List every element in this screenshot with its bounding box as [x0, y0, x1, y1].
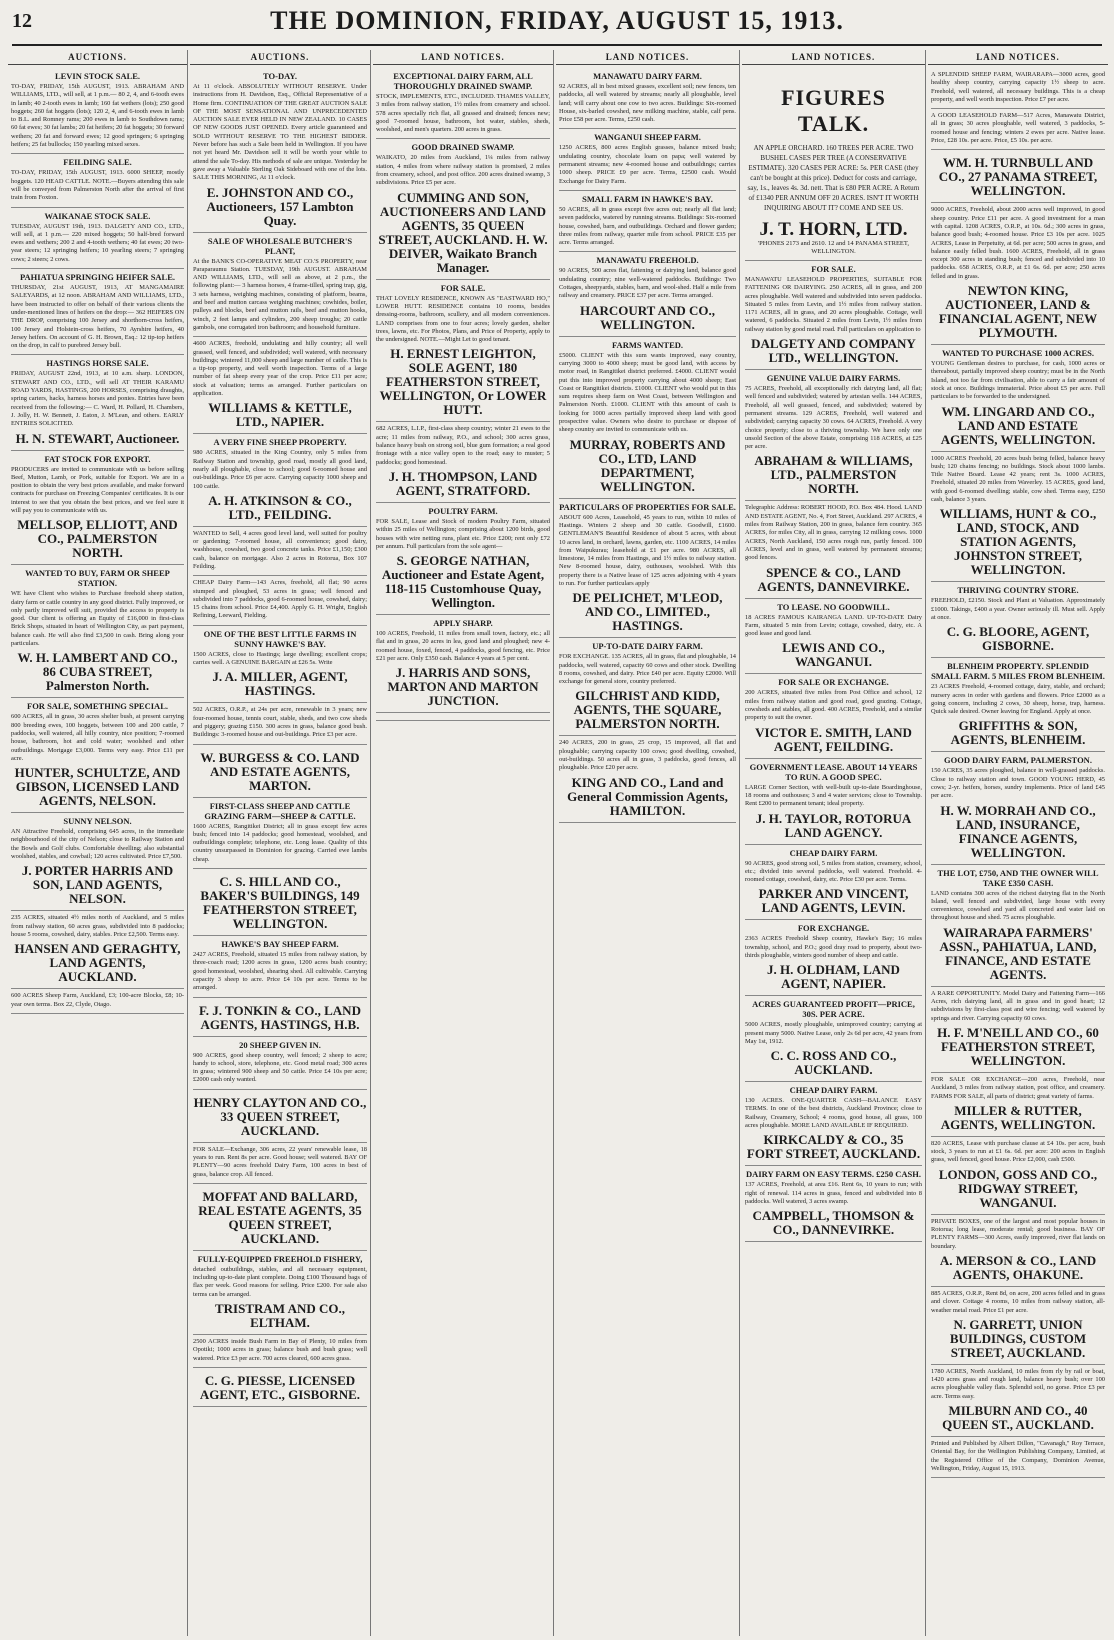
advertisement	[376, 615, 550, 713]
ad-body-text: WAIKATO, 20 miles from Auckland, 1¼ miles from railway station, 4 miles from where railway station is promised, 2 miles from creamery, school, and post office. 200 acres drained swamp, 3 subdivisions. Price £5 per acre.	[376, 154, 550, 187]
advertisement	[193, 1184, 367, 1251]
advertiser-name: H. F. M'NEILL AND CO., 60 FEATHERSTON STREET, WELLINGTON.	[937, 1024, 1099, 1068]
advertiser-name: J. H. OLDHAM, LAND AGENT, NAPIER.	[767, 962, 900, 992]
ad-headline: GOOD DRAINED SWAMP.	[411, 142, 515, 153]
ad-headline: THRIVING COUNTRY STORE.	[957, 585, 1079, 596]
advertisement	[193, 1368, 367, 1407]
ad-body-text: 235 ACRES, situated 4½ miles north of Auckland, and 5 miles from railway station, 60 acres grass, subdivided into 8 paddocks; house 5 rooms, cowshed, dairy, stables. Price £2,500. Terms easy.	[11, 914, 184, 938]
advertisement	[11, 813, 184, 911]
ad-body-text: TUESDAY, AUGUST 19th, 1913. DALGETY AND CO., LTD., will sell, at 1 p.m.— 220 mixed hoggets; 50 half-bred forward ewes and wethers; 200 2 and 4-tooth wethers; 40 fat ewes; 20 two-year steers; 12 springing heifers; 10 yearling steers; 7 springing cows; 2 steers; 2 cows.	[11, 222, 184, 263]
column-header: LAND NOTICES.	[556, 50, 739, 65]
advertiser-name: HARCOURT AND CO., WELLINGTON.	[579, 302, 716, 332]
ad-body-text: FOR SALE—Exchange, 306 acres, 22 years' renewable lease, 18 years to run. Rent 8s per acre. Good house; well watered. BAY OF PLENTY—90 acres freehold Dairy Farm, 100 acres in best of grass, balance crop. All fenced.	[193, 1145, 367, 1178]
ad-body-text: LAND contains 300 acres of the richest dairying flat in the North Island, well fenced and subdivided, large house with every convenience, cowshed and yard all concreted and water laid on throughout house and shed. 75 acres ploughable.	[931, 889, 1105, 922]
advertiser-name: A. MERSON & CO., LAND AGENTS, OHAKUNE.	[939, 1252, 1097, 1282]
advertiser-name: J. PORTER HARRIS AND SON, LAND AGENTS, NELSON.	[21, 863, 174, 907]
ad-body-text: 980 ACRES, situated in the King Country, only 5 miles from Railway Station and township, good road, mostly all good land, nearly all ploughable, close to school; good 6-roomed house and out-buildings. Price £6 per acre. Carrying capacity 1000 sheep and 100 cattle.	[193, 449, 367, 490]
advertiser-name: C. G. BLOORE, AGENT, GISBORNE.	[946, 624, 1090, 654]
advertisement	[931, 658, 1105, 752]
advertisement	[193, 233, 367, 338]
advertiser-name: MURRAY, ROBERTS AND CO., LTD, LAND DEPARTMENT, WELLINGTON.	[569, 436, 726, 494]
ad-body-text: FOR SALE OR EXCHANGE—200 acres, Freehold, near Auckland, 3 miles from railway station, post office, and creamery. FARMS FOR SALE, all parts of district; great variety of farms.	[931, 1075, 1105, 1100]
advertiser-name: DALGETY AND COMPANY LTD., WELLINGTON.	[751, 336, 916, 366]
column-3	[373, 50, 554, 1636]
advertiser-name: J. T. HORN, LTD.	[759, 219, 908, 240]
advertiser-name: MILBURN AND CO., 40 QUEEN ST., AUCKLAND.	[942, 1403, 1094, 1432]
advertiser-name: NEWTON KING, AUCTIONEER, LAND & FINANCIAL AGENT, NEW PLYMOUTH.	[938, 283, 1098, 341]
advertiser-name: WILLIAMS, HUNT & CO., LAND, STOCK, AND STATION AGENTS, JOHNSTON STREET, WELLINGTON.	[939, 506, 1097, 578]
column-1	[8, 50, 188, 1636]
advertisement	[559, 191, 736, 252]
advertisement	[193, 337, 367, 434]
ad-body-text: 23 ACRES Freehold, 4-roomed cottage, dairy, stable, and orchard; nursery acres in order with gardens and flowers. Price £2000 as a going concern, including 2 cows, 30 sheep, horse, trap, harness. Quick sale desired. Owner leaving for England. Apply at once.	[931, 683, 1105, 716]
advertiser-name: LEWIS AND CO., WANGANUI.	[782, 640, 885, 670]
advertisement	[559, 638, 736, 736]
advertiser-name: CUMMING AND SON, AUCTIONEERS AND LAND AGENTS, 35 QUEEN STREET, AUCKLAND. H. W. DEIVER, Waikato Branch Manager.	[378, 189, 548, 275]
advertisement	[931, 1287, 1105, 1365]
ad-headline: TO-DAY.	[263, 71, 297, 81]
ad-headline: FOR SALE.	[440, 282, 486, 293]
advertiser-name: J. H. TAYLOR, ROTORUA LAND AGENCY.	[755, 810, 912, 840]
advertisement	[559, 68, 736, 129]
ad-headline: APPLY SHARP.	[433, 618, 493, 629]
advertisement	[931, 1073, 1105, 1137]
advertiser-name: H. W. MORRAH AND CO., LAND, INSURANCE, FINANCE AGENTS, WELLINGTON.	[940, 802, 1096, 860]
advertisement	[931, 68, 1105, 109]
advertisement	[11, 154, 184, 207]
ad-headline: POULTRY FARM.	[428, 505, 498, 516]
advertisement	[376, 280, 550, 423]
advertiser-name: WM. LINGARD AND CO., LAND AND ESTATE AGENTS, WELLINGTON.	[940, 403, 1096, 447]
advertisement	[931, 345, 1105, 451]
ad-body-text: TO-DAY, FRIDAY, 15th AUGUST, 1913. ABRAHAM AND WILLIAMS, LTD., will sell, at 1 p.m.— 80 2, 4, and 6-tooth ewes in lamb; 40 2-tooth ewes in lamb; 160 fat wethers (lots); 250 good hoggets; 260 fat hoggets (lots); 120 2, 4, and 6-tooth ewes in lamb to B.L. and Romney rams; 200 ewes in lamb to Southdown rams; 60 fat ewes; 30 fat lambs; 20 fat heifers; 20 fat hoggets; 30 forward wethers; 20 fat and forward ewes; 12 good springers; 6 springing heifers; 25 fat bullocks; 150 yearling mixed sexes.	[11, 83, 184, 149]
advertiser-name: GILCHRIST AND KIDD, AGENTS, THE SQUARE, PALMERSTON NORTH.	[573, 688, 722, 732]
advertisement	[11, 208, 184, 269]
page-number: 12	[12, 10, 32, 32]
advertisement	[745, 501, 922, 598]
ad-body-text: 1780 ACRES, North Auckland, 10 miles from rly by rail or boat, 1420 acres grass and rough land, balance heavy bush; over 100 acres ploughable valley flats. Splendid soil, no gorse. Price £3 per acre. Terms easy.	[931, 1367, 1105, 1400]
advertisement	[559, 252, 736, 336]
advertisement	[559, 499, 736, 639]
masthead-rule	[12, 44, 1102, 46]
ad-body-text: ABOUT 600 Acres, Leasehold, 45 years to run, within 10 miles of Hastings. Winters 2 sheep and 30 cattle. Goodwill, £1600. GENTLEMAN'S Beautiful Residence of about 5 acres, with about 10 acres land, in orchard, lawns, garden, etc. 1100 ACRES, 14 miles from Waipukurau; leasehold at £1 per acre. 980 ACRES, all limestone, 14 miles from Hastings, and 1½ miles to railway station. New 8-roomed house, dairy, outhouses, woolshed. With this property there is a Native lease of 125 acres adjoining with 4 years to run. For further particulars apply	[559, 513, 736, 587]
advertisement	[193, 745, 367, 798]
advertiser-name: HANSEN AND GERAGHTY, LAND AGENTS, AUCKLAND.	[14, 941, 181, 985]
advertisement	[931, 1437, 1105, 1478]
feature-copy: AN APPLE ORCHARD. 160 TREES PER ACRE. TWO BUSHEL CASES PER TREE (A CONSERVATIVE ESTIMATE). 320 CASES PER ACRE: 5s. PER CASE (they can't be bought at this price). Deduct for costs and carriage, say, 1s., leaves 4s. 3d. nett. That is £80 PER ACRE. A Return of £1340 PER ANNUM OFF 20 ACRES. ISN'T IT WORTH INQUIRING ABOUT IT? COME AND SEE US.	[747, 144, 920, 212]
ad-body-text: WANTED to Sell, 4 acres good level land, well suited for poultry or gardening; 7-roomed house, all convenience; good dairy, washhouse, cowshed, two good concrete tanks. Price £1,150; £300 cash, balance on mortgage. Also 2 acres in Rotorua, Box 107 Feilding.	[193, 529, 367, 570]
ad-headline: MANAWATU DAIRY FARM.	[593, 71, 702, 81]
column-5	[742, 50, 926, 1636]
advertiser-name: S. GEORGE NATHAN, Auctioneer and Estate Agent, 118-115 Customhouse Quay, Wellington.	[381, 553, 545, 611]
ad-body-text: A SPLENDID SHEEP FARM, WAIRARAPA—3000 acres, good healthy sheep country, carrying capacity 1½ sheep to acre. Freehold, well watered, all necessary buildings. This is a cheap property, and well worth inspection. Price £7 per acre.	[931, 71, 1105, 103]
ad-body-text: 90 ACRES, 500 acres flat, fattening or dairying land, balance good undulating country; nine well-watered paddocks. Buildings: Two Cottages, sheepyards, stables, barn, and wool-shed. Half a mile from railway and creamery. PRICE £37 per acre. Terms arranged.	[559, 267, 736, 300]
ad-headline: GOVERNMENT LEASE. ABOUT 14 YEARS TO RUN. A GOOD SPEC.	[749, 761, 918, 782]
ad-body-text: PRIVATE BOXES, one of the largest and most popular houses in Rotorua; long lease, moderate rental; good business. BAY OF PLENTY FARMS—300 Acres, easily improved, river flat lands on boundary.	[931, 1217, 1105, 1250]
ad-headline: FARMS WANTED.	[612, 339, 683, 350]
ad-body-text: 1250 ACRES, 800 acres English grasses, balance mixed bush; undulating country, chocolate loam on papa; well watered by permanent streams; new 4-roomed house and outbuildings; carries 1000 sheep. PRICE £9 per acre. Terms, £2500 cash. Would Exchange for Dairy Farm.	[559, 144, 736, 185]
ad-headline: WAIKANAE STOCK SALE.	[44, 210, 151, 221]
advertiser-name: DE PELICHET, M'LEOD, AND CO., LIMITED., HASTINGS.	[572, 590, 723, 634]
ad-body-text: LARGE Corner Section, with well-built up-to-date Boardinghouse, 18 rooms and outhouses; 3 and 4 water services; close to Township. Rent £200 to permanent tenant; ideal property.	[745, 783, 922, 808]
ad-headline: A VERY FINE SHEEP PROPERTY.	[213, 437, 347, 448]
advertiser-name: HENRY CLAYTON AND CO., 33 QUEEN STREET, AUCKLAND.	[193, 1094, 367, 1138]
advertiser-name: MOFFAT AND BALLARD, REAL ESTATE AGENTS, 35 QUEEN STREET, AUCKLAND.	[198, 1188, 362, 1246]
advertisement	[193, 527, 367, 576]
advertisement	[931, 865, 1105, 987]
advertisement	[745, 1166, 922, 1242]
advertiser-name: VICTOR E. SMITH, LAND AGENT, FEILDING.	[755, 724, 912, 754]
ad-body-text: 50 ACRES, all in grass except five acres out; nearly all flat land; seven paddocks, watered by running streams. Buildings: Six-roomed house, cowshed, barn, and outbuildings. Orchard and flower garden; three miles from railway, quarter mile from school. PRICE £35 per acre. Terms arranged.	[559, 205, 736, 247]
ad-body-text: 90 ACRES, good strong soil, 5 miles from station, creamery, school, etc.; divided into several paddocks, well watered. Freehold. 4-roomed cottage, cowshed, dairy, etc. Price £30 per acre. Terms.	[745, 859, 922, 884]
ad-body-text: 2363 ACRES Freehold Sheep country, Hawke's Bay; 16 miles township, school, and P.O.; good dray road to property, about two-thirds ploughable, winters good number of sheep and cattle.	[745, 935, 922, 959]
advertisement	[193, 1335, 367, 1368]
advertisement	[931, 150, 1105, 203]
ad-body-text: 2500 ACRES inside Bush Farm in Bay of Plenty, 10 miles from Opotiki; 1000 acres in grass; balance bush and bush grass; well watered. Price £3 per acre. 700 acres cleared, 600 acres grass.	[193, 1338, 367, 1362]
ad-headline: LEVIN STOCK SALE.	[54, 71, 141, 81]
ad-headline: PAHIATUA SPRINGING HEIFER SALE.	[19, 272, 176, 283]
advertisement	[559, 129, 736, 190]
advertisement	[11, 355, 184, 450]
ad-body-text: AN Attractive Freehold, comprising 645 acres, in the immediate neighbourhood of the city of Nelson; close to Railway Station and the Bowls and Golf clubs. Comfortable dwelling; also substantial woolshed, stables, and cowbail; 120 acres cultivated. Price £7,500.	[11, 828, 184, 861]
advertisement	[193, 1090, 367, 1143]
advertisement	[376, 139, 550, 279]
ad-body-text: A RARE OPPORTUNITY. Model Dairy and Fattening Farm—166 Acres, rich dairying land, all in grass and in good heart; 12 subdivisions by first-class post and wire fencing; well watered by springs and river. Carrying capacity 60 cows.	[931, 989, 1105, 1022]
ad-headline: CHEAP DAIRY FARM.	[789, 847, 878, 858]
advertiser-name: J. HARRIS AND SONS, MARTON AND MARTON JUNCTION.	[387, 665, 539, 709]
ad-headline: WANGANUI SHEEP FARM.	[594, 132, 701, 143]
ad-body-text: 18 ACRES FAMOUS KAIRANGA LAND. UP-TO-DATE Dairy Farm, situated 5 min from Levin; cottage, cowshed, dairy, etc. A good lease and good land.	[745, 613, 922, 638]
advertiser-name: F. J. TONKIN & CO., LAND AGENTS, HASTINGS, H.B.	[199, 1002, 361, 1032]
ad-body-text: A GOOD LEASEHOLD FARM—517 Acres, Manawatu District, all in grass; 30 acres ploughable, well watered, 3 paddocks, 5-roomed house and fencing; winters 2 ewes per acre. Native lease. Price, £28 10s. per acre. Price, £5 10s. per acre.	[931, 112, 1105, 145]
ad-body-text: 130 ACRES. ONE-QUARTER CASH—BALANCE EASY TERMS. In one of the best districts, Auckland Province; close to Railway, Creamery, School; 4 rooms, good house, all grass, 100 acres ploughable. MORE LAND AVAILABLE IF REQUIRED.	[745, 1097, 922, 1130]
ad-body-text: THURSDAY, 21st AUGUST, 1913, AT MANGAMAIRE SALEYARDS, at 12 noon. ABRAHAM AND WILLIAMS, LTD., have been instructed to offer on behalf of their various clients the under-mentioned lines of heifers on the drop:— 362 HEIFERS ON THE DROP, comprising 100 Jersey and shorthorn-cross heifers, 100 Jersey and Holstein-cross heifers, 70 Ayrshire heifers, 40 Jersey heifers. On account of G. H. Brown, Esq.: 12 tip-top heifers on the drop, in calf to purebred Jersey bull.	[11, 284, 184, 350]
column-header: AUCTIONS.	[190, 50, 370, 65]
ad-body-text: 240 ACRES, 200 in grass, 25 crop, 15 improved, all flat and ploughable; carrying capacity 100 cows; good dwelling, cowshed, out-buildings. 50 acres all in grass, 3 paddocks, good fences, all ploughable. Price £20 per acre.	[559, 739, 736, 772]
advertisement	[193, 936, 367, 997]
advertisement	[11, 68, 184, 154]
ad-headline: WANTED TO BUY, FARM OR SHEEP STATION.	[25, 568, 170, 589]
advertisement	[193, 576, 367, 625]
ad-body-text: TO-DAY, FRIDAY, 15th AUGUST, 1913. 6000 SHEEP, mostly hoggets. 120 HEAD CATTLE. NOTE.—Buyers attending this sale will be conveyed from Palmerston North after the arrival of first train from Foxton.	[11, 169, 184, 202]
advertisement	[745, 845, 922, 921]
ad-headline: THE LOT, £750, AND THE OWNER WILL TAKE £350 CASH.	[937, 867, 1099, 888]
ad-headline: UP-TO-DATE DAIRY FARM.	[592, 641, 703, 652]
ad-body-text: 75 ACRES, Freehold, all exceptionally rich dairying land, all flat; well fenced and subdivided; watered by artesian wells. 144 ACRES, Freehold, all well grassed, fenced, and subdivided; watered by permanent streams. 129 ACRES, Freehold, well watered and subdivided; carrying capacity 30 cows. 64 ACRES, Freehold. A very choice property; close to a thriving township. We have only one unsold Section of the above Estate, comprising 118 ACRES, at £25 per acre.	[745, 385, 922, 451]
ad-headline: CHEAP DAIRY FARM.	[789, 1085, 878, 1096]
ad-headline: FIRST-CLASS SHEEP AND CATTLE GRAZING FARM—SHEEP & CATTLE.	[204, 800, 356, 821]
ad-headline: EXCEPTIONAL DAIRY FARM, ALL THOROUGHLY DRAINED SWAMP.	[393, 71, 533, 91]
advertisement	[376, 713, 550, 721]
ad-body-text: 9000 ACRES, Freehold, about 2000 acres well improved, in good sheep country. Price £11 per acre. A good investment for a man with capital. 1208 ACRES, O.R.P., at 10s. 6d.; 300 acres in grass, balance good bush; 4-roomed house. Price £3 10s per acre. 1025 ACRES, Lease in Perpetuity, at 6d. per acre; 500 acres in grass, and balance easily felled bush. 1600 ACRES, Freehold, all in grass except 300 acres in standing bush; fenced and subdivided into 10 paddocks. 658 ACRES, O.R.P., at £1 6s. 6d. per acre; 250 acres felled and in grass.	[931, 206, 1105, 280]
ad-headline: PARTICULARS OF PROPERTIES FOR SALE.	[559, 501, 736, 512]
ad-body-text: 100 ACRES, Freehold, 11 miles from small town, factory, etc.; all flat and in grass, 20 acres in lea, good land and ploughed; new 4-roomed house, foxed, fenced, 4 paddocks, good fencing, etc. Price £21 per acre. Only £350 cash. Balance 4 years at 5 per cent.	[376, 630, 550, 663]
ad-headline: HASTINGS HORSE SALE.	[46, 358, 149, 369]
advertiser-name: WM. H. TURNBULL AND CO., 27 PANAMA STREET, WELLINGTON.	[938, 155, 1098, 199]
advertisement	[931, 203, 1105, 345]
advertisement	[931, 109, 1105, 150]
advertiser-name: KIRKCALDY & CO., 35 FORT STREET, AUCKLAND.	[746, 1132, 921, 1162]
ad-headline: SALE OF WHOLESALE BUTCHER'S PLANT,	[207, 235, 353, 256]
ad-headline: ACRES GUARANTEED PROFIT—PRICE, 30S. PER ACRE.	[752, 999, 915, 1020]
advertisement	[931, 1365, 1105, 1437]
ad-headline: FOR SALE, SOMETHING SPECIAL.	[27, 701, 168, 712]
advertisement	[193, 626, 367, 704]
advertiser-name: W. BURGESS & CO. LAND AND ESTATE AGENTS, MARTON.	[200, 749, 360, 793]
advertisement	[376, 68, 550, 139]
advertiser-name: LONDON, GOSS AND CO., RIDGWAY STREET, WANGANUI.	[938, 1166, 1098, 1210]
advertiser-name: KING AND CO., Land and General Commission Agents, HAMILTON.	[567, 774, 728, 818]
ad-body-text: YOUNG Gentleman desires to purchase, for cash, 1000 acres or thereabout, partially improved sheep country; must be in the North Island, not too far from civilisation, able to carry a fair amount of stock at once. Buildings immaterial. Price about £5 per acre. Full particulars to be forwarded to the undersigned.	[931, 360, 1105, 401]
advertiser-name: WAIRARAPA FARMERS' ASSN., PAHIATUA, LAND, FINANCE, AND ESTATE AGENTS.	[939, 924, 1097, 982]
ad-body-text: 200 ACRES, situated five miles from Post Office and school, 12 miles from railway station and good road, good grazing. Cottage, cowsheds and stables, all good. 400 ACRES, Freehold, and a similar property to suit the owner.	[745, 689, 922, 722]
advertisement	[745, 599, 922, 675]
advertiser-name: J. A. MILLER, AGENT, HASTINGS.	[212, 669, 348, 699]
advertisement	[376, 422, 550, 502]
ad-headline: DAIRY FARM ON EASY TERMS. £250 CASH.	[746, 1169, 921, 1180]
advertisement	[745, 674, 922, 758]
ad-body-text: £5000. CLIENT with this sum wants improved, easy country, carrying 3000 to 4000 sheep; must be good land, with access by motor road, in Rangitikei district preferred. £4000. CLIENT would put this into improved property carrying about 4000 sheep; East Coast or Rangitikei districts. £1000. CLIENT who would put in this sum requires sheep farm on West Coast, between Wellington and Palmerston North. £1000. CLIENT with this amount of cash is looking for 1000 acres partially improved sheep land with good prospective value. Owners who desire to purchase or dispose of sheep country are invited to communicate with us.	[559, 351, 736, 434]
ad-body-text: 150 ACRES, 35 acres ploughed, balance in well-grassed paddocks. Close to railway station and town. GOOD YOUNG HERD, 45 cows; 2-yr. heifers, horses, sundry implements. Price of land £45 per acre.	[931, 767, 1105, 800]
ad-body-text: THAT LOVELY RESIDENCE, KNOWN AS "EASTWARD HO," LOWER HUTT. RESIDENCE contains 10 rooms, besides dressing-rooms, bathroom, scullery, and all modern conveniences. LAND comprises from one to four acres; lovely garden, shelter trees, lawns, etc. For Photos, Plans, and Price of Property, apply to the undersigned. NOTE.—Might Let to good tenant.	[376, 294, 550, 344]
ad-headline: GENUINE VALUE DAIRY FARMS.	[766, 373, 901, 384]
ad-body-text: 1600 ACRES, Rangitikei District; all in grass except few acres bush; fenced into 14 paddocks; good homestead, woolshed, and outbuildings complete; telephone, etc. Long lease. Quality of this country unsurpassed in Dominion for grazing. Carried ewe lambs cheap.	[193, 822, 367, 863]
advertisement	[193, 1251, 367, 1335]
ad-headline: WANTED TO PURCHASE 1000 ACRES.	[941, 348, 1094, 359]
masthead	[12, 4, 1102, 48]
advertisement	[193, 798, 367, 869]
ad-headline: FOR EXCHANGE.	[797, 923, 870, 934]
ad-headline: FULLY-EQUIPPED FREEHOLD FISHERY,	[197, 1253, 363, 1264]
advertisement	[559, 337, 736, 499]
advertisement	[193, 869, 367, 936]
ad-body-text: 1000 ACRES Freehold, 20 acres bush being felled, balance heavy bush; 120 chains fencing; no buildings. Stock about 1000 lambs. Title Native Board. Lease 42 years; rent 3s. 1000 ACRES, Freehold, situated 20 miles from Waverley. 15 ACRES, good land, with good 6-roomed dwelling; stable, cow shed. Terms easy, £250 cash, balance 3 years.	[931, 454, 1105, 504]
ad-body-text: FOR EXCHANGE. 135 ACRES, all in grass, flat and ploughable, 14 paddocks, well watered, capacity 60 cows and other stock. Dwelling 8 rooms, cowshed, and dairy. Price £40 per acre. Equity £2000. Will exchange for general store, country preferred.	[559, 653, 736, 686]
ad-body-text: PRODUCERS are invited to communicate with us before selling Beef, Mutton, Lamb, or Pork, suitable for Export. We are in a position to obtain the very best prices available, and make forward contracts for purchase on Freezing Companies' certificates. It is our interest to see that you obtain the best prices, and we feel sure it will pay you to communicate with us.	[11, 465, 184, 514]
advertisement	[11, 989, 184, 1014]
advertiser-name: TRISTRAM AND CO., ELTHAM.	[214, 1301, 345, 1331]
advertiser-name: W. H. LAMBERT AND CO., 86 CUBA STREET, Palmerston North.	[17, 650, 178, 694]
advertisement	[193, 1143, 367, 1184]
ad-body-text: 682 ACRES, L.I.P., first-class sheep country; winter 21 ewes to the acre; 11 miles from railway, P.O., and school; 300 acres grass, balance heavy bush on strong soil, blue gum formation; a real good frontage with a nice valley open to the road; easy to muster; 5 paddocks; good homestead.	[376, 425, 550, 466]
advertiser-name: MELLSOP, ELLIOTT, AND CO., PALMERSTON NORTH.	[17, 517, 178, 561]
column-2	[190, 50, 371, 1636]
advertiser-name: MILLER & RUTTER, AGENTS, WELLINGTON.	[940, 1102, 1096, 1132]
ad-headline: FEILDING SALE.	[63, 157, 132, 168]
advertisement	[745, 920, 922, 996]
ad-headline: FOR SALE OR EXCHANGE.	[778, 677, 889, 688]
advertisement	[376, 503, 550, 615]
ad-body-text: 820 ACRES, Lease with purchase clause at £4 10s. per acre, bush stock, 3 years to run at £1 6s. 6d. per acre: 200 acres in English grass, well fenced, good house. Price £2,000, cash £500.	[931, 1139, 1105, 1164]
ad-headline: BLENHEIM PROPERTY. SPLENDID SMALL FARM. 5 MILES FROM BLENHEIM.	[931, 661, 1105, 682]
advertisement	[745, 996, 922, 1082]
advertisement	[559, 736, 736, 822]
ad-body-text: 92 ACRES, all in best mixed grasses, excellent soil; new fences, ten paddocks, all well watered by streams; nearly all ploughable, level land; will carry about one cow to two acres. Buildings: Six-roomed House, six-barled cowshed, new milking machine, stable, calf pens. Price £58 per acre. Terms, £250 cash.	[559, 83, 736, 124]
column-header: LAND NOTICES.	[928, 50, 1108, 65]
ad-headline: FAT STOCK FOR EXPORT.	[44, 453, 151, 464]
ad-body-text: 502 ACRES, O.R.P., at 24s per acre, renewable in 3 years; new four-roomed house, tennis court, stable, sheds, and two cow sheds and piggery; grazing £150. 300 acres in grass, balance good bush. Buildings: 3-roomed house and out-buildings. Price £3 per acre.	[193, 706, 367, 739]
advertiser-name: SPENCE & CO., LAND AGENTS, DANNEVIRKE.	[757, 564, 910, 594]
advertiser-name: H. N. STEWART, Auctioneer.	[15, 430, 180, 446]
ad-body-text: MANAWATU LEASEHOLD PROPERTIES, SUITABLE FOR FATTENING OR DAIRYING. 250 ACRES, all in grass, and 200 acres ploughable. Well watered and subdivided into seven paddocks. Situated 5 miles from Levin, and 1½ miles from railway station. 1171 ACRES, all in grass, and 20 acres ploughable. Cottage, well watered, 6 paddocks. Situated 2 miles from Levin, 1½ miles from railway station by good metal road. Full particulars on application to	[745, 276, 922, 333]
advertiser-name: PARKER AND VINCENT, LAND AGENTS, LEVIN.	[758, 886, 909, 916]
ad-headline: ONE OF THE BEST LITTLE FARMS IN SUNNY HAWKE'S BAY.	[203, 628, 357, 649]
ad-headline: SMALL FARM IN HAWKE'S BAY.	[582, 193, 713, 204]
advertiser-name: H. ERNEST LEIGHTON, SOLE AGENT, 180 FEATHERSTON STREET, WELLINGTON, Or LOWER HUTT.	[379, 346, 547, 418]
ad-body-text: 2427 ACRES, Freehold, situated 15 miles from railway station, by three-coach road; 1200 acres in grass, 1200 acres bush country; good homestead, woolshed, shearing shed. All cultivable. Carrying capacity 3 sheep to acre. Price £4 10s per acre. Terms to be arranged.	[193, 951, 367, 992]
ad-body-text: detached outbuildings, stables, and all necessary equipment, including up-to-date plant complete. Doing £100 Thousand bags of flax per week. Good reasons for selling. Price £200. For sale also terms can be arranged.	[193, 1265, 367, 1298]
ad-body-text: WE have Client who wishes to Purchase freehold sheep station, dairy farm or cattle country in any good district. Fully improved, or only partly improved will suit, provided the access to property is good. Our client is offering an Equity of £16,000 in first-class Brick Shops, situated in heart of Wellington City, as part payment, balance cash. He will also find £3,500 in cash. Bring along your particulars.	[11, 590, 184, 648]
ad-body-text: 1500 ACRES, close to Hastings; large dwelling; excellent crops; carries well. A GENUINE BARGAIN at £26 5s. Write	[193, 650, 367, 667]
advertiser-name: A. H. ATKINSON & CO., LTD., FEILDING.	[208, 492, 352, 522]
ad-headline: 20 SHEEP GIVEN IN.	[239, 1039, 321, 1050]
feature-headline: FIGURES TALK.	[781, 85, 886, 136]
advertisement	[745, 261, 922, 370]
ad-body-text: 600 ACRES, all in grass, 30 acres shelter bush, at present carrying 800 breeding ewes, 100 hoggets, between 100 and 200 cattle, 7 paddocks, well watered, all hilly country, nice position; 7-roomed house, bathroom, hot and cold water; woolshed and other outbuildings. Mortgage £3,000. Terms very easy. Price £11 per acre.	[11, 713, 184, 762]
advertiser-name: C. C. ROSS AND CO., AUCKLAND.	[770, 1048, 897, 1078]
column-header: LAND NOTICES.	[373, 50, 553, 65]
advertisement	[931, 452, 1105, 583]
ad-body-text: FRIDAY, AUGUST 22nd, 1913, at 10 a.m. sharp. LONDON, STEWART AND CO., LTD., will sell AT THEIR KARAMU ROAD YARDS, HASTINGS, 200 HORSES, comprising draughts, spring carters, hacks, harness horses and ponies. Entries have been received from the following:— C. Ward, H. Pollard, H. Chambers, J. Jolly, H. W. Bennett, J. Eaton, J. M'Lean, and others. EARLY ENTRIES SOLICITED.	[11, 370, 184, 428]
advertisement	[931, 752, 1105, 864]
advertisement	[193, 68, 367, 233]
column-6	[928, 50, 1108, 1636]
advertisement	[11, 565, 184, 698]
advertiser-name: C. S. HILL AND CO., BAKER'S BUILDINGS, 149 FEATHERSTON STREET, WELLINGTON.	[200, 874, 360, 932]
advertisement	[193, 703, 367, 744]
advertiser-name: WILLIAMS & KETTLE, LTD., NAPIER.	[208, 400, 352, 430]
ad-body-text: At the BANK'S CO-OPERATIVE MEAT CO.'S PROPERTY, near Paraparaumu Station. TUESDAY, 19th AUGUST. ABRAHAM AND WILLIAMS, LTD., will sell as above, at 2 p.m., the following plant:— 3 harness horses, 4 frame-tilled, spring trap, gig, 3 sets harness, weighing machines, consisting of platform, beams, and beef and mutton carcass weighing machines; cowhides, boiler, pulleys and blocks, beef and mutton rails, beef and mutton hooks, winch, 2 feet lamps and cylinders, 200 sheep troughs; 20 cattle gambols, one corrugated iron bathroom; and household furniture.	[193, 257, 367, 331]
advertiser-name: CAMPBELL, THOMSON & CO., DANNEVIRKE.	[752, 1208, 915, 1238]
ad-body-text: 600 ACRES Sheep Farm, Auckland, £3; 100-acre Blocks, £8; 10-year own terms. Box 22, Clyde, Otago.	[11, 992, 184, 1008]
ad-headline: GOOD DAIRY FARM, PALMERSTON.	[944, 755, 1092, 766]
advertisement	[931, 1215, 1105, 1287]
advertiser-name: N. GARRETT, UNION BUILDINGS, CUSTOM STREET, AUCKLAND.	[949, 1316, 1087, 1360]
ad-headline: TO LEASE. NO GOODWILL.	[777, 601, 890, 612]
advertiser-name: J. H. THOMPSON, LAND AGENT, STRATFORD.	[388, 468, 538, 498]
advertiser-name: HUNTER, SCHULTZE, AND GIBSON, LICENSED LAND AGENTS, NELSON.	[14, 765, 181, 809]
ad-body-text: At 11 o'clock. ABSOLUTELY WITHOUT RESERVE. Under instructions from H. Davidson, Esq., Official Representative of a Home firm. CONTINUATION OF THE GREAT AUCTION SALE OF THE MOST SENSATIONAL AND UNPRECEDENTED AUCTION SALE EVER HELD IN NEW ZEALAND. 10 CASES OF NEW GOODS JUST OPENED. Every article guaranteed and SOLD WITHOUT RESERVE TO THE HIGHEST BIDDER. Never before has such a Sale been held in Wellington. If you have not yet heard Mr. Davidson sell it will be worth your while to attend the sale To-day. His methods of sale are unique. Yesterday he gave away a Valuable Sterling Oak Sideboard with one of the lots. SALE THIS MORNING, At 11 o'clock.	[193, 83, 367, 182]
ad-body-text: CHEAP Dairy Farm—143 Acres, freehold, all flat; 90 acres stumped and ploughed, 53 acres in grass; well fenced and subdivided into 7 paddocks, good 6-roomed house, cowshed, dairy; 15 chains from school. Price £4,400. Apply G. H. Wright, English Refining, Leeward, Fielding.	[193, 579, 367, 620]
advertisement	[11, 269, 184, 355]
advertisement	[193, 998, 367, 1037]
column-header: AUCTIONS.	[8, 50, 187, 65]
advertisement	[745, 68, 922, 261]
advertiser-name: E. JOHNSTON AND CO., Auctioneers, 157 Lambton Quay.	[206, 184, 354, 228]
advertisement	[931, 987, 1105, 1073]
ad-body-text: Telegraphic Address: ROBERT HOOD, P.O. Box 484. Hood. LAND AND ESTATE AGENT, No. 4, Fort Street, Auckland. 297 ACRES, 4 miles from Railway Station, 200 in grass, balance fern country. 365 ACRES, for miles City, all in grass, carrying 12 milking cows. 1000 ACRES, North Auckland, 150 acres rough run, partly fenced. 100 ACRES, level and in grass, well watered by permanent streams; good fences.	[745, 504, 922, 562]
ad-body-text: 885 ACRES, O.R.P., Rent 8d, on acre, 200 acres felled and in grass and clover. Cottage 4 rooms, 10 miles from railway station, all-weather metal road. Price £1 per acre.	[931, 1289, 1105, 1314]
advertisement	[11, 698, 184, 813]
ad-headline: MANAWATU FREEHOLD.	[596, 255, 699, 266]
advertisement	[745, 1082, 922, 1166]
advertiser-address: 'PHONES 2173 and 2610. 12 and 14 PANAMA STREET, WELLINGTON.	[757, 240, 910, 255]
advertisement	[11, 911, 184, 989]
ad-body-text: FREEHOLD, £2150. Stock and Plant at Valuation. Approximately £1000. Takings, £400 a year. Owner seriously ill. Must sell. Apply at once.	[931, 597, 1105, 621]
ad-body-text: FOR SALE, Lease and Stock of modern Poultry Farm, situated within 25 miles of Wellington; comprising about 1200 birds, good houses with wire netting runs, plant etc. Price £200; rent only £72 per annum. Full particulars from the sole agent—	[376, 517, 550, 550]
ad-body-text: STOCK, IMPLEMENTS, ETC., INCLUDED. THAMES VALLEY, 3 miles from railway station, 1½ miles from creamery and school. 578 acres specially rich flat, all grassed and drained; fences new; good 7-roomed house, bathroom, hot water, stables, sheds, woolshed, and men's quarters. 200 acres in grass.	[376, 93, 550, 134]
ad-body-text: 900 ACRES, good sheep country, well fenced; 2 sheep to acre; handy to school, store, telephone, etc. Good metal road; 300 acres in grass; wintered 900 sheep and 50 cattle. Price £4 10s per acre; £2000 cash only wanted.	[193, 1051, 367, 1084]
advertisement	[193, 434, 367, 526]
ad-headline: SUNNY NELSON.	[63, 816, 132, 827]
column-4	[556, 50, 740, 1636]
ad-body-text: 4600 ACRES, freehold, undulating and hilly country; all well grassed, well fenced, and subdivided; well watered, with necessary buildings; wintered 11,000 sheep and large number of cattle. This is a tip-top property, and well worth inspection. Terms of a large number of fat sheep every year of the crop. Price £11 per acre; stock at valuation; terms as arranged. Further particulars on application.	[193, 340, 367, 398]
advertisement	[745, 370, 922, 501]
ad-headline: HAWKE'S BAY SHEEP FARM.	[221, 939, 339, 950]
newspaper-title: THE DOMINION, FRIDAY, AUGUST 15, 1913.	[270, 6, 844, 35]
advertisement	[745, 759, 922, 845]
ad-body-text: 5000 ACRES, mostly ploughable, unimproved country; carrying at present many 5000. Native Lease, only 2s 6d per acre, 42 years from May 1st, 1912.	[745, 1021, 922, 1045]
advertiser-name: GRIFFITHS & SON, AGENTS, BLENHEIM.	[950, 718, 1086, 748]
advertisement	[931, 582, 1105, 658]
ad-body-text: Printed and Published by Albert Dillon, "Cavanagh," Roy Terrace, Oriental Bay, for the Wellington Publishing Company, Limited, at the Registered Office of the Company, Dominion Avenue, Wellington, Friday, August 15, 1913.	[931, 1440, 1105, 1472]
advertiser-name: ABRAHAM & WILLIAMS, LTD., PALMERSTON NORTH.	[754, 453, 913, 497]
ad-headline: FOR SALE.	[811, 264, 856, 274]
advertisement	[11, 451, 184, 566]
advertiser-name: C. G. PIESSE, LICENSED AGENT, ETC., GISBORNE.	[199, 1372, 361, 1402]
ad-body-text: 137 ACRES, Freehold, at area £16. Rent 6s, 10 years to run; with right of renewal. 114 acres in grass, fenced and subdivided into 8 paddocks. Well watered, 3 acres swamp.	[745, 1181, 922, 1205]
advertisement	[931, 1137, 1105, 1215]
column-header: LAND NOTICES.	[742, 50, 925, 65]
advertisement	[193, 1037, 367, 1090]
